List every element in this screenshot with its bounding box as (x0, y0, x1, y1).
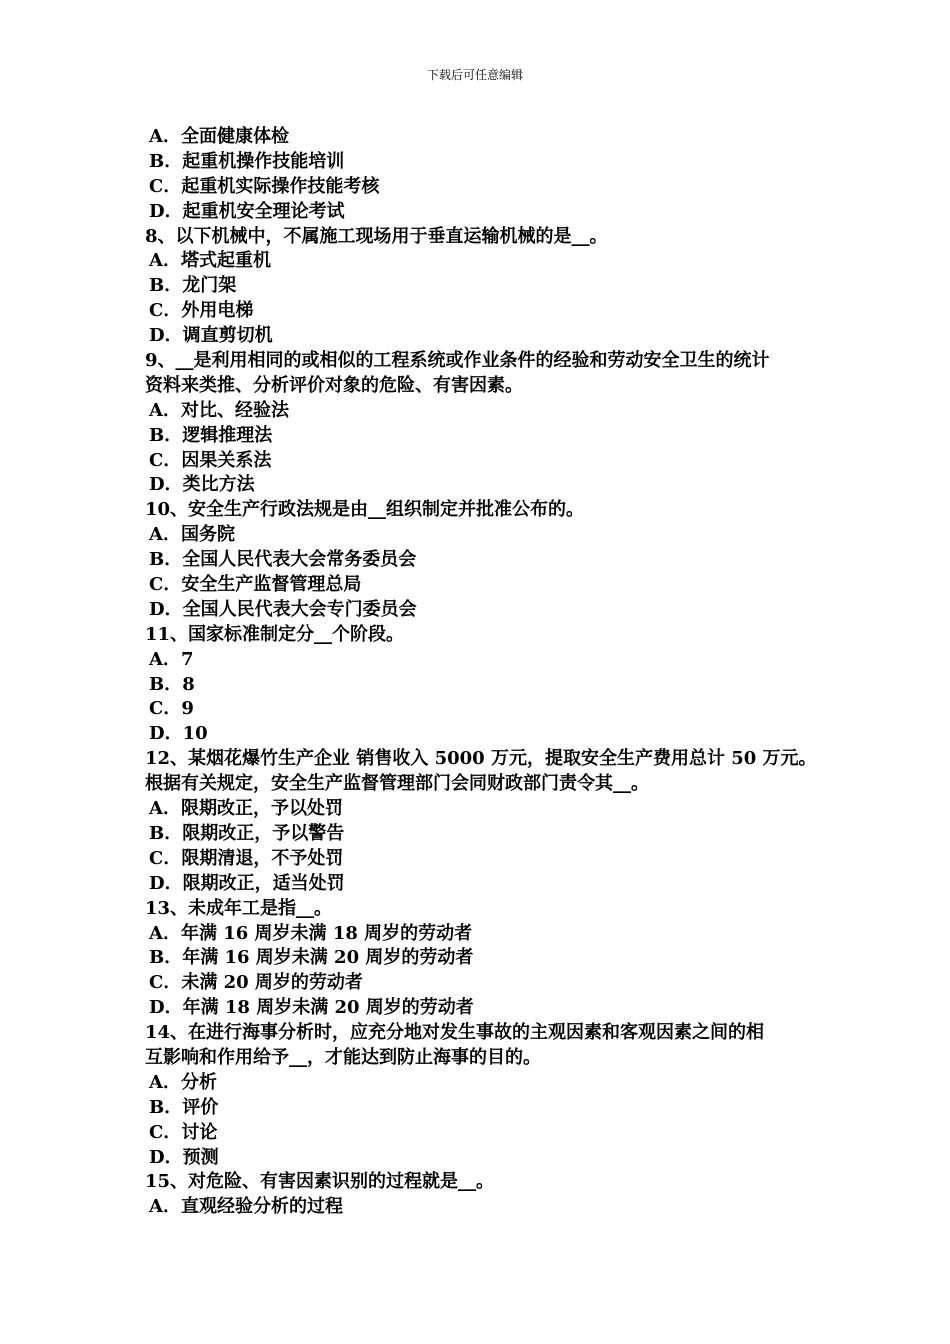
question-text: 14、在进行海事分析时，应充分地对发生事故的主观因素和客观因素之间的相 (145, 1022, 765, 1044)
answer-option: A．分析 (149, 1071, 217, 1093)
answer-option: D．调直剪切机 (149, 325, 273, 347)
page-header: 下载后可任意编辑 (426, 68, 523, 82)
question-text: 9、__是利用相同的或相似的工程系统或作业条件的经验和劳动安全卫生的统计 (145, 350, 770, 372)
answer-option: B．逻辑推理法 (149, 424, 273, 446)
answer-option: A．对比、经验法 (149, 399, 289, 421)
answer-option: A．国务院 (149, 524, 235, 546)
answer-option: B．年满 16 周岁未满 20 周岁的劳动者 (149, 947, 474, 969)
answer-option: D．限期改正，适当处罚 (149, 872, 345, 894)
answer-option: A．直观经验分析的过程 (149, 1196, 343, 1218)
answer-option: D．年满 18 周岁未满 20 周岁的劳动者 (149, 997, 474, 1019)
answer-option: B．起重机操作技能培训 (149, 150, 345, 172)
answer-option: B．8 (149, 673, 195, 695)
answer-option: A．塔式起重机 (149, 250, 271, 272)
question-text: 根据有关规定，安全生产监督管理部门会同财政部门责令其__。 (145, 773, 649, 795)
answer-option: A．7 (149, 648, 194, 670)
answer-option: B．龙门架 (149, 275, 237, 297)
question-text: 互影响和作用给予__，才能达到防止海事的目的。 (145, 1046, 541, 1068)
question-text: 11、国家标准制定分__个阶段。 (145, 623, 405, 645)
answer-option: C．未满 20 周岁的劳动者 (149, 972, 363, 994)
question-text: 10、安全生产行政法规是由__组织制定并批准公布的。 (145, 499, 585, 521)
answer-option: D．预测 (149, 1146, 219, 1168)
answer-option: D．全国人民代表大会专门委员会 (149, 598, 417, 620)
question-text: 12、某烟花爆竹生产企业 销售收入 5000 万元，提取安全生产费用总计 50 万元。 (145, 748, 817, 770)
answer-option: A．限期改正，予以处罚 (149, 798, 343, 820)
answer-option: C．限期清退，不予处罚 (149, 847, 344, 869)
question-text: 15、对危险、有害因素识别的过程就是__。 (145, 1171, 495, 1193)
answer-option: A．全面健康体检 (149, 126, 289, 147)
answer-option: B．评价 (149, 1096, 219, 1118)
answer-option: D．10 (149, 723, 208, 745)
answer-option: D．起重机安全理论考试 (149, 200, 345, 222)
answer-option: B．限期改正，予以警告 (149, 822, 345, 844)
answer-option: C．外用电梯 (149, 300, 254, 322)
answer-option: C．因果关系法 (149, 449, 272, 471)
answer-option: C．起重机实际操作技能考核 (149, 175, 380, 197)
answer-option: D．类比方法 (149, 474, 255, 496)
question-text: 13、未成年工是指__。 (145, 897, 333, 919)
question-text: 8、以下机械中，不属施工现场用于垂直运输机械的是__。 (145, 225, 608, 247)
document-body (145, 125, 835, 1220)
answer-option: B．全国人民代表大会常务委员会 (149, 549, 417, 571)
answer-option: A．年满 16 周岁未满 18 周岁的劳动者 (149, 922, 473, 944)
answer-option: C．9 (149, 698, 194, 720)
answer-option: C．安全生产监督管理总局 (149, 574, 362, 596)
question-text: 资料来类推、分析评价对象的危险、有害因素。 (145, 374, 523, 396)
answer-option: C．讨论 (149, 1121, 218, 1143)
